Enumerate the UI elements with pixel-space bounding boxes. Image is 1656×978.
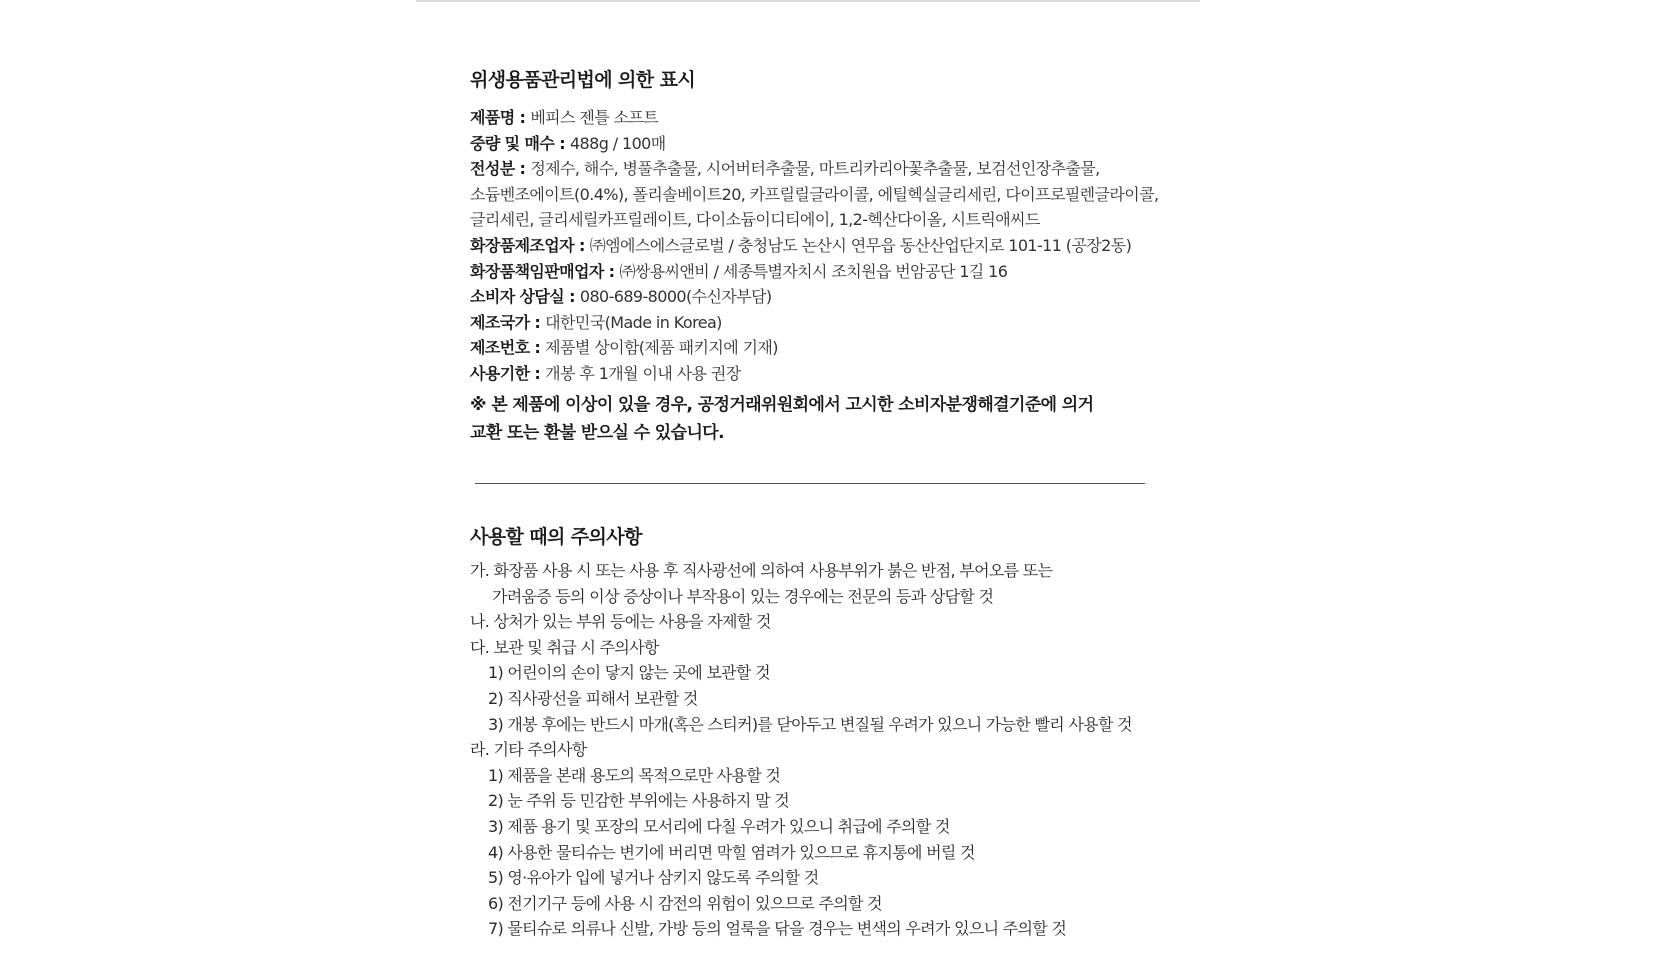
spec-label: 제품명 : [470,108,531,127]
hygiene-label-section [470,66,1190,447]
spec-label: 화장품제조업자 : [470,235,590,255]
product-spec-list [470,105,1190,387]
caution-item: 6) 전기기구 등에 사용 시 감전의 위험이 있으므로 주의할 것 [488,893,882,913]
section-divider [475,483,1145,484]
caution-section [470,523,1190,942]
spec-label: 제조번호 : [470,338,546,358]
caution-item: 1) 제품을 본래 용도의 목적으로만 사용할 것 [488,765,781,785]
spec-value: ㈜엠에스에스글로벌 / 충청남도 논산시 연무읍 동산산업단지로 101-11 (공장2동) [589,235,1132,255]
caution-item: 3) 개봉 후에는 반드시 마개(혹은 스티커)를 닫아두고 변질될 우려가 있으니 가능한 빨리 사용할 것 [488,714,1132,734]
caution-item: 1) 어린이의 손이 닿지 않는 곳에 보관할 것 [488,663,770,683]
spec-line-product-name [470,105,1190,131]
caution-item: 다. 보관 및 취급 시 주의사항 [470,637,659,657]
top-divider [416,0,1200,2]
spec-line-ingredients [470,156,1190,182]
caution-item: 가려움증 등의 이상 증상이나 부작용이 있는 경우에는 전문의 등과 상담할 것 [492,586,994,606]
caution-item: 4) 사용한 물티슈는 변기에 버리면 막힐 염려가 있으므로 휴지통에 버릴 것 [488,842,975,862]
spec-label: 전성분 : [470,159,531,179]
spec-line-weight [470,131,1190,157]
spec-value: 글리세린, 글리세릴카프릴레이트, 다이소듐이디티에이, 1,2-헥산다이올, 시트릭애씨드 [470,210,1040,230]
spec-line-country [470,310,1190,336]
spec-value: 제품별 상이함(제품 패키지에 기재) [545,338,778,358]
spec-value: 정제수, 해수, 병풀추출물, 시어버터추출물, 마트리카리아꽃추출물, 보검선인장추출물, [530,159,1100,179]
refund-notice-line: ※ 본 제품에 이상이 있을 경우, 공정거래위원회에서 고시한 소비자분쟁해결기준에 의거 [470,394,1094,415]
spec-value: 080-689-8000(수신자부담) [579,287,772,307]
spec-label: 제조국가 : [470,312,546,332]
caution-item: 라. 기타 주의사항 [470,740,587,760]
caution-list [470,558,1190,942]
spec-label: 소비자 상담실 : [470,287,580,307]
caution-item: 5) 영·유아가 입에 넣거나 삼키지 않도록 주의할 것 [488,868,819,888]
spec-line-ingredients-cont [470,182,1190,208]
spec-value: 개봉 후 1개월 이내 사용 권장 [545,363,741,383]
spec-label: 화장품책임판매업자 : [470,261,620,281]
spec-label: 사용기한 : [470,363,546,383]
spec-value: 대한민국(Made in Korea) [545,312,722,332]
spec-value: 베피스 젠틀 소프트 [530,108,659,127]
refund-notice-line: 교환 또는 환불 받으실 수 있습니다. [470,422,724,443]
caution-item: 가. 화장품 사용 시 또는 사용 후 직사광선에 의하여 사용부위가 붉은 반점, 부어오름 또는 [470,561,1053,580]
refund-notice [470,391,1190,447]
spec-line-consumer-center [470,284,1190,310]
caution-item: 나. 상처가 있는 부위 등에는 사용을 자제할 것 [470,612,771,632]
caution-item: 3) 제품 용기 및 포장의 모서리에 다칠 우려가 있으니 취급에 주의할 것 [488,816,950,836]
spec-value: 소듐벤조에이트(0.4%), 폴리솔베이트20, 카프릴릴글라이콜, 에틸헥실글리세린, 다이프로필렌글라이콜, [470,184,1159,204]
spec-line-manufacturer [470,233,1190,259]
spec-line-distributor [470,259,1190,285]
spec-value: 488g / 100매 [569,133,666,153]
section-title-hygiene: 위생용품관리법에 의한 표시 [470,69,696,91]
section-title-caution: 사용할 때의 주의사항 [470,526,642,548]
caution-item: 7) 물티슈로 의류나 신발, 가방 등의 얼룩을 닦을 경우는 변색의 우려가 있으니 주의할 것 [488,919,1067,939]
spec-line-ingredients-cont [470,207,1190,233]
spec-label: 중량 및 매수 : [470,133,570,153]
spec-line-expiry [470,361,1190,387]
caution-item: 2) 눈 주위 등 민감한 부위에는 사용하지 말 것 [488,791,789,811]
caution-item: 2) 직사광선을 피해서 보관할 것 [488,688,698,708]
spec-value: ㈜쌍용씨앤비 / 세종특별자치시 조치원읍 번암공단 1길 16 [619,261,1008,281]
spec-line-lot-number [470,335,1190,361]
